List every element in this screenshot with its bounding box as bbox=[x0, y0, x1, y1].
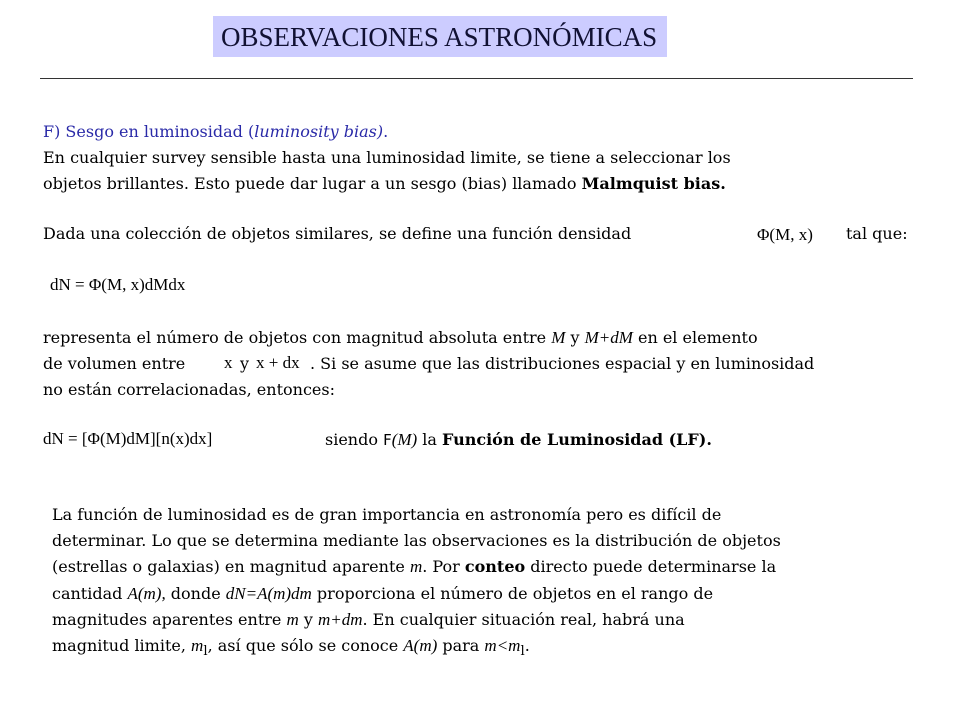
para3-line2-start: de volumen entre bbox=[43, 354, 186, 373]
para2-line1: La función de luminosidad es de gran importancia en astronomía pero es difícil de bbox=[52, 505, 722, 524]
vector-x-eq: x bbox=[224, 353, 233, 372]
section-heading: F) Sesgo en luminosidad (luminosity bias). bbox=[43, 122, 389, 141]
density-function-eq: Φ(M, x) bbox=[757, 225, 813, 244]
vector-x-dx-eq: x + dx bbox=[256, 353, 300, 372]
para3-line2-y: y bbox=[240, 354, 250, 373]
dN-equation-1: dN = Φ(M, x)dMdx bbox=[50, 275, 186, 294]
title-divider bbox=[40, 78, 913, 79]
para3-line3: no están correlacionadas, entonces: bbox=[43, 380, 335, 399]
para3-line1: representa el número de objetos con magnitud absoluta entre M y M+dM en el elemento bbox=[43, 328, 758, 347]
para2-line2: determinar. Lo que se determina mediante las observaciones es la distribución de objetos bbox=[52, 531, 781, 551]
para2-suffix: tal que: bbox=[846, 224, 908, 243]
para2-text: Dada una colección de objetos similares, se define una función densidad bbox=[43, 224, 632, 243]
slide-title: OBSERVACIONES ASTRONÓMICAS bbox=[213, 16, 667, 57]
para3-line2-end: . Si se asume que las distribuciones espacial y en luminosidad bbox=[310, 354, 815, 373]
para2-line6: magnitud limite, $m_l$, así que sólo se conoce A(m) para $m<m_l$. bbox=[52, 636, 530, 660]
para2-line3: (estrellas o galaxias) en magnitud aparente m. Por conteo directo puede determinarse la bbox=[52, 557, 777, 577]
para1-line2: objetos brillantes. Esto puede dar lugar a un sesgo (bias) llamado Malmquist bias. bbox=[43, 174, 726, 193]
paragraph-2 bbox=[52, 502, 781, 665]
luminosity-function-definition: siendo F(M) la Función de Luminosidad (LF). bbox=[325, 430, 712, 449]
para2-line4: cantidad A(m), donde dN=A(m)dm proporciona el número de objetos en el rango de bbox=[52, 583, 714, 603]
para1-line1: En cualquier survey sensible hasta una luminosidad limite, se tiene a seleccionar los bbox=[43, 148, 731, 167]
dN-equation-2: dN = [Φ(M)dM][n(x)dx] bbox=[43, 429, 213, 448]
para2-line5: magnitudes aparentes entre m y m+dm. En cualquier situación real, habrá una bbox=[52, 609, 685, 629]
